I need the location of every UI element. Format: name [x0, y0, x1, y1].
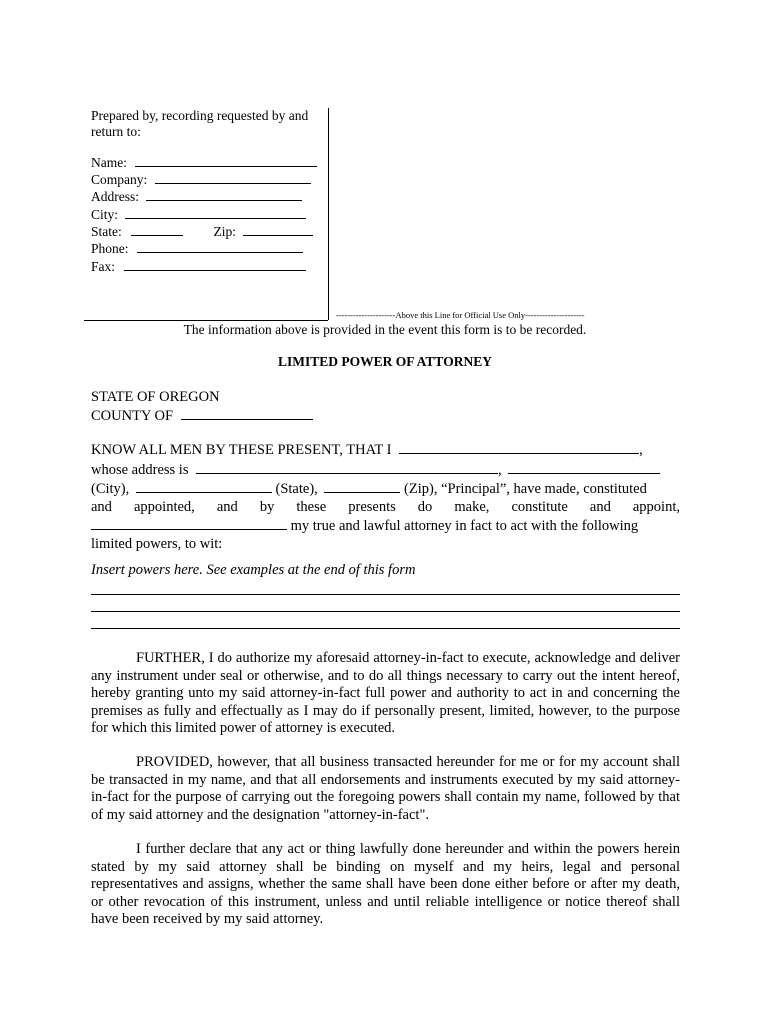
- attorney-name-blank[interactable]: [91, 516, 287, 530]
- address-blank[interactable]: [146, 188, 302, 201]
- grant-clause-text: KNOW ALL MEN BY THESE PRESENT, THAT I: [91, 442, 392, 458]
- further-paragraph: [91, 650, 680, 738]
- prepared-by-heading: Prepared by, recording requested by and return to:: [91, 108, 309, 139]
- powers-line-2[interactable]: [91, 611, 680, 612]
- city-state-zip-line: [91, 479, 680, 499]
- state-zip-field[interactable]: [91, 223, 313, 240]
- paragraph-text: FURTHER, I do authorize my aforesaid attorney-in-fact to execute, acknowledge and deliver any instrument under seal or otherwise, and to do all things necessary to carry out the intent hereof, hereby granting unto my said attorney-in-fact full power and authority to act in and concerning the premises as fully and effectually as I may do if personally present, limited, however, to the purpose for which this limited power of attorney is executed.: [91, 650, 680, 736]
- comma: ,: [639, 442, 643, 458]
- official-use-line: ---------------------Above this Line for Official Use Only---------------------: [336, 310, 585, 320]
- grant-clause: [91, 440, 680, 553]
- principal-name-line: [91, 440, 680, 460]
- venue-block: [91, 388, 313, 425]
- field-label: Name:: [91, 155, 127, 170]
- zip-blank[interactable]: [243, 223, 313, 236]
- name-blank[interactable]: [135, 154, 317, 167]
- city-text: (City),: [91, 481, 130, 497]
- phone-blank[interactable]: [137, 240, 303, 253]
- address-field[interactable]: [91, 188, 302, 205]
- venue-county[interactable]: [91, 406, 313, 425]
- header-box-bottom-rule: [84, 320, 328, 321]
- city-blank[interactable]: [125, 206, 306, 219]
- principal-name-blank[interactable]: [399, 440, 639, 454]
- phone-field[interactable]: [91, 240, 303, 257]
- limited-powers-line: limited powers, to wit:: [91, 535, 223, 552]
- field-label: State:: [91, 224, 122, 239]
- insert-powers-note: Insert powers here. See examples at the end of this form: [91, 562, 416, 578]
- principal-city-blank[interactable]: [136, 479, 272, 493]
- address-label: whose address is: [91, 461, 189, 478]
- header-box-divider: [328, 108, 329, 320]
- zip-label: Zip:: [213, 224, 236, 239]
- field-label: Address:: [91, 189, 139, 204]
- zip-text: (Zip), “Principal”, have made, constituted: [404, 481, 647, 497]
- fax-field[interactable]: [91, 258, 306, 275]
- provided-paragraph: [91, 754, 680, 824]
- document-title: LIMITED POWER OF ATTORNEY: [278, 354, 492, 369]
- powers-line-3[interactable]: [91, 628, 680, 629]
- recording-info-note: The information above is provided in the event this form is to be recorded.: [183, 322, 587, 337]
- principal-address-blank-2[interactable]: [508, 460, 660, 474]
- field-label: Company:: [91, 172, 148, 187]
- field-label: City:: [91, 207, 119, 222]
- city-field[interactable]: [91, 206, 306, 223]
- powers-line-1[interactable]: [91, 594, 680, 595]
- county-blank[interactable]: [181, 406, 313, 420]
- company-blank[interactable]: [155, 171, 311, 184]
- company-field[interactable]: [91, 171, 311, 188]
- declaration-paragraph: [91, 841, 680, 929]
- state-text: (State),: [275, 481, 318, 497]
- venue-state: STATE OF OREGON: [91, 389, 220, 405]
- field-label: Fax:: [91, 259, 116, 274]
- attorney-line: [91, 516, 680, 536]
- principal-address-blank[interactable]: [196, 460, 498, 474]
- state-blank[interactable]: [131, 223, 183, 236]
- comma: ,: [498, 461, 502, 478]
- paragraph-text: I further declare that any act or thing lawfully done hereunder and within the powers herein stated by my said attorney shall be binding on myself and my heirs, legal and personal representatives and assigns, whether the same shall have been done either before or after my death, or other revocation of this instrument, unless and until reliable intelligence or notice thereof shall have been received by my said attorney.: [91, 841, 680, 927]
- principal-state-blank[interactable]: [324, 479, 400, 493]
- paragraph-text: PROVIDED, however, that all business transacted hereunder for me or for my account shall be transacted in my name, and that all endorsements and instruments executed by my said attorney-in-fact for the purpose of carrying out the foregoing powers shall contain my name, followed by that of my said attorney and the designation "attorney-in-fact".: [91, 754, 680, 823]
- attorney-text: my true and lawful attorney in fact to act with the following: [290, 518, 639, 534]
- field-label: Phone:: [91, 241, 129, 256]
- appoint-line: and appointed, and by these presents do make, constitute and appoint,: [91, 498, 680, 515]
- address-line: [91, 460, 680, 480]
- fax-blank[interactable]: [124, 258, 306, 271]
- county-label: COUNTY OF: [91, 408, 174, 424]
- name-field[interactable]: [91, 154, 317, 171]
